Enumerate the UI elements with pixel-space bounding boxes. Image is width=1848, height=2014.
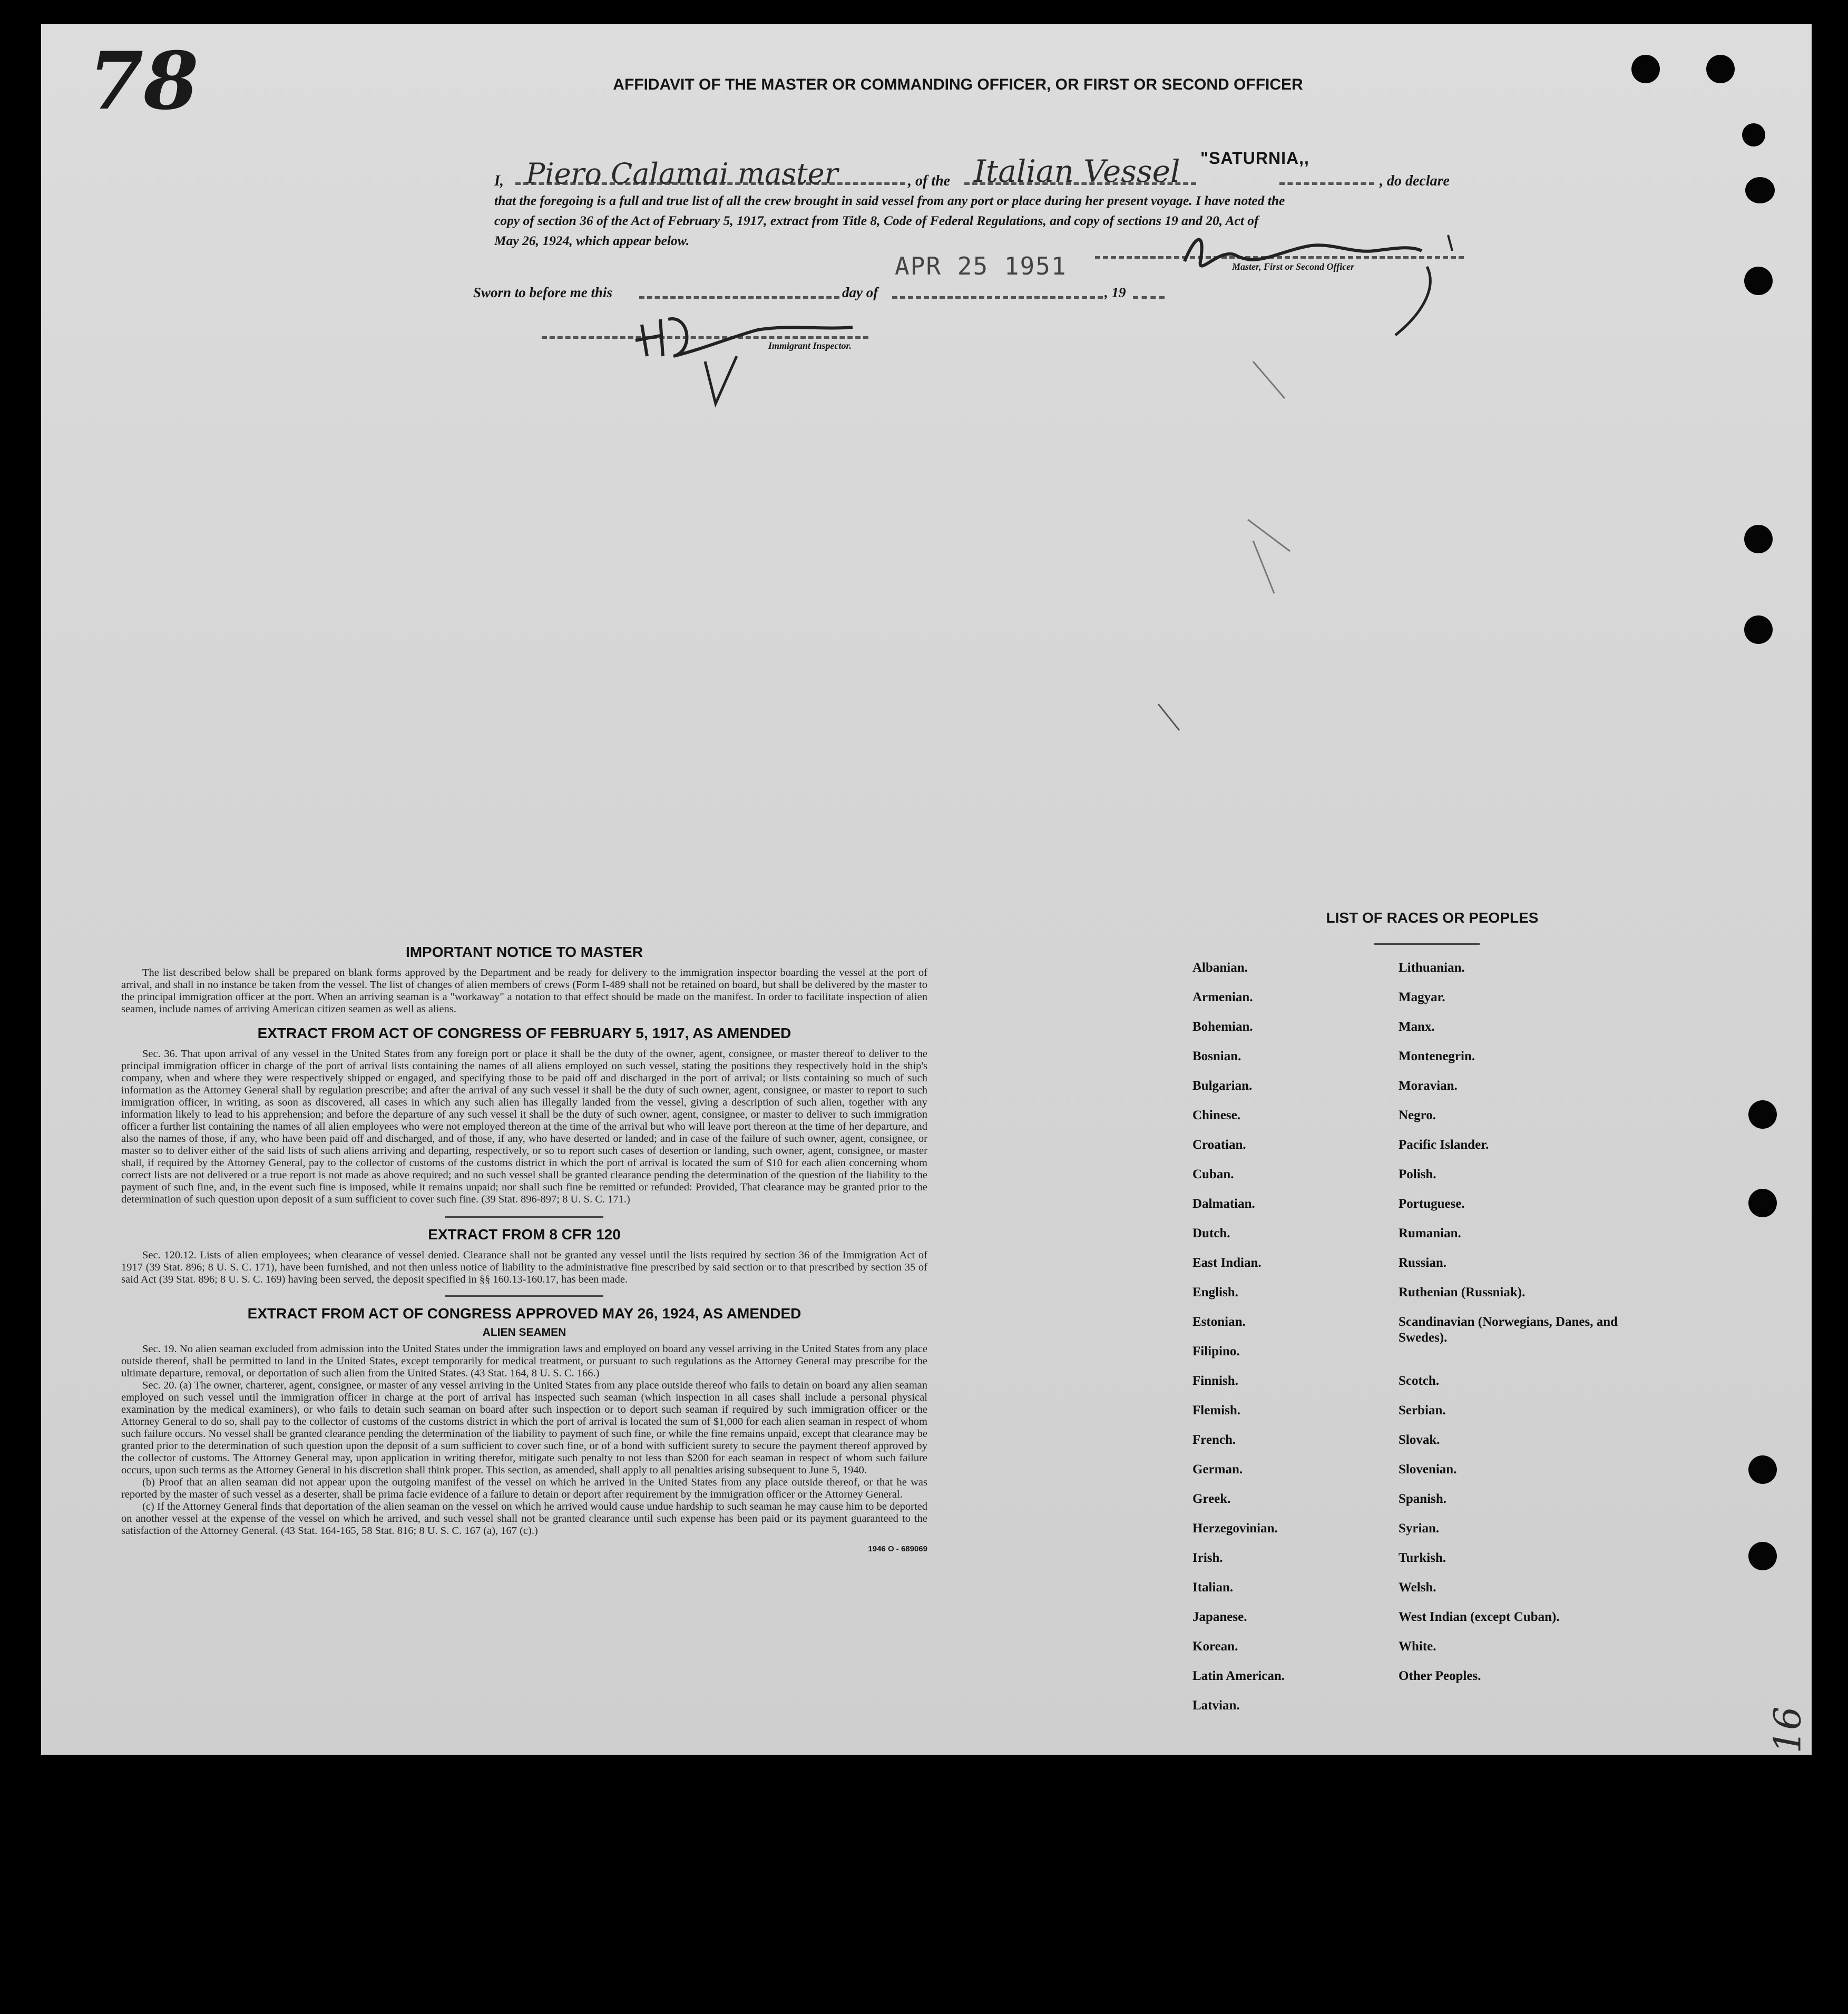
race-item: Bosnian. (1192, 1049, 1241, 1063)
race-item: Greek. (1192, 1492, 1231, 1506)
race-item: Bulgarian. (1192, 1079, 1253, 1093)
punch-hole (1706, 55, 1735, 83)
race-item: Manx. (1399, 1020, 1435, 1034)
sec-19-text: Sec. 19. No alien seaman excluded from admission into the United States under the immigration laws and employed on board any vessel arriving in the United States from any place outside thereof, shall be permitted to land in the United States, except temporarily for medical treatment, or pursuant to such regulations as the Attorney General may prescribe for the ultimate departure, removal, or deportation of such alien from the United States. (43 Stat. 164, 8 U. S. C. 166.) (121, 1343, 927, 1379)
sec-20c-text: (c) If the Attorney General finds that deportation of the alien seaman on the vessel on which he arrived would cause undue hardship to such seaman he may cause him to be deported on another vessel at the expense of the vessel on which he arrived, and such vessel shall not be granted clearance until such expense has been paid or its payment guaranteed to the satisfaction of the Attorney General. (43 Stat. 164-165, 58 Stat. 816; 8 U. S. C. 167 (a), 167 (c).) (121, 1501, 927, 1537)
race-item: Italian. (1192, 1580, 1234, 1595)
race-item: Polish. (1399, 1167, 1436, 1181)
punch-hole (1745, 177, 1775, 203)
vessel-name: "SATURNIA,, (1200, 149, 1309, 168)
race-item: Filipino. (1192, 1344, 1240, 1358)
race-item: Scotch. (1399, 1374, 1440, 1388)
punch-hole (1744, 615, 1773, 644)
race-item: Flemish. (1192, 1403, 1240, 1417)
page-number-handwritten: 78 (89, 35, 199, 128)
sec-20b-text: (b) Proof that an alien seaman did not appear upon the outgoing manifest of the vessel on which he arrived in the United States from any place outside thereof, or that he was reported by the master of such vessel as a deserter, shall be prima facie evidence of a failure to detain or deport after requirement by the immigration officer or the Attorney General. (121, 1477, 927, 1500)
race-item: Slovak. (1399, 1433, 1440, 1447)
affidavit-line-4: May 26, 1924, which appear below. (494, 233, 690, 248)
race-item: German. (1192, 1462, 1243, 1477)
race-item: Spanish. (1399, 1492, 1447, 1506)
races-right-column (1399, 960, 1620, 1698)
race-item: Dalmatian. (1192, 1197, 1255, 1211)
day-of-label: day of (842, 285, 878, 300)
race-item: Welsh. (1399, 1580, 1436, 1595)
print-code: 1946 O - 689069 (868, 1544, 927, 1553)
race-item: Moravian. (1399, 1079, 1458, 1093)
race-item: Slovenian. (1399, 1462, 1457, 1477)
race-item: Latin American. (1192, 1669, 1285, 1683)
race-item: Armenian. (1192, 990, 1253, 1004)
punch-hole (1748, 1100, 1777, 1129)
extract-cfr-text: Sec. 120.12. Lists of alien employees; when clearance of vessel denied. Clearance shall not be granted any vessel until the lists required by section 36 of the Immigration Act of 1917 (39 Stat. 896; 8 U. S. C. 171), have been furnished, and not then unless notice of liability to the administrative fine prescribed by said section or to that prescribed by section 35 of said Act (39 Stat. 896; 8 U. S. C. 169) having been served, the deposit specified in §§ 160.13-160.17, has been made. (121, 1249, 927, 1285)
race-item: Pacific Islander. (1399, 1138, 1489, 1152)
race-item: Rumanian. (1399, 1226, 1461, 1240)
punch-hole (1742, 123, 1765, 146)
races-title: LIST OF RACES OR PEOPLES (1326, 910, 1539, 926)
affidavit-title: AFFIDAVIT OF THE MASTER OR COMMANDING OFFICER, OR FIRST OR SECOND OFFICER (613, 76, 1303, 93)
race-item: Chinese. (1192, 1108, 1240, 1122)
race-item: Bohemian. (1192, 1020, 1253, 1034)
race-item: English. (1192, 1285, 1238, 1299)
vessel-type-handwritten: Italian Vessel (974, 153, 1180, 189)
race-item: Turkish. (1399, 1551, 1446, 1565)
stray-marks (1148, 340, 1306, 815)
race-item: Syrian. (1399, 1521, 1440, 1536)
punch-hole (1744, 267, 1773, 295)
race-item: Scandinavian (Norwegians, Danes, and Swedes). (1399, 1315, 1618, 1345)
races-title-rule (1374, 943, 1480, 945)
notice-text: The list described below shall be prepared on blank forms approved by the Department and be ready for delivery to the immigration inspector boarding the vessel at the port of arrival, and shall in no instance be taken from the vessel. The list of changes of alien members of crews (Form I-489 shall not be retained on board, but shall be delivered by the master to the principal immigration officer at the port. When an arriving seaman is a "workaway" a notation to that effect should be made on the manifest. In order to facilitate inspection of alien seamen, include names of arriving American citizen seamen as well as aliens. (121, 967, 927, 1015)
race-item: Negro. (1399, 1108, 1436, 1122)
race-item: White. (1399, 1639, 1436, 1654)
punch-hole (1748, 1455, 1777, 1484)
of-the-label: , of the (908, 173, 951, 189)
race-item: Croatian. (1192, 1138, 1246, 1152)
race-item: Other Peoples. (1399, 1669, 1481, 1683)
vessel-name-underline (1279, 182, 1374, 185)
race-item: Japanese. (1192, 1610, 1247, 1624)
extract-1917-text: Sec. 36. That upon arrival of any vessel in the United States from any foreign port or place it shall be the duty of the owner, agent, consignee, or master thereof to deliver to the principal immigration officer in charge of the port of arrival lists containing the names of all aliens employed on such vessel, stating the positions they respectively hold in the ship's company, when and where they were respectively shipped or engaged, and specifying those to be paid off and discharged in the port of arrival; or lists containing so much of such information as the Attorney General shall by regulation prescribe; and after the arrival of any such vessel it shall be the duty of such owner, agent, consignee, or master to report to such immigration officer, in writing, as soon as discovered, all cases in which any such alien has illegally landed from the vessel, giving a description of such alien, together with any information likely to lead to his apprehension; and before the departure of any such vessel it shall be the duty of such owner, agent, consignee, or master to deliver to such immigration officer a further list containing the names of all alien employees who were not employed thereon at the time of the arrival but who will leave port thereon at the time of her departure, and also the names of those, if any, who have been paid off and discharged, and of those, if any, who have deserted or landed; and in case of the failure of such owner, agent, consignee, or master so to deliver either of the said lists of such aliens arriving and departing, respectively, or so to report such cases of desertion or landing, such owner, agent, consignee, or master shall, if required by the Attorney General, pay to the collector of customs of the customs district in which the port of arrival is located the sum of $10 for each alien concerning whom correct lists are not delivered or a true report is not made as above required; and no such vessel shall be granted clearance pending the determination of the question of the liability to the payment of such fine, and, in the event such fine is imposed, while it remains unpaid; nor shall such fine be remitted or refunded: Provided, That clearance may be granted prior to the determination of such question upon deposit of a sum sufficient to cover such fine. (39 Stat. 896-897; 8 U. S. C. 171.) (121, 1048, 927, 1205)
race-item: Korean. (1192, 1639, 1238, 1654)
race-item: Latvian. (1192, 1698, 1240, 1713)
document-page (41, 24, 1812, 1755)
race-item: Russian. (1399, 1256, 1447, 1270)
race-item: Estonian. (1192, 1315, 1246, 1329)
sworn-label: Sworn to before me this (473, 285, 613, 300)
race-item: Magyar. (1399, 990, 1445, 1004)
year-prefix-label: , 19 (1104, 285, 1126, 300)
race-item: Montenegrin. (1399, 1049, 1475, 1063)
punch-hole (1631, 55, 1660, 83)
races-left-column (1192, 960, 1285, 1727)
race-item: Irish. (1192, 1551, 1223, 1565)
race-item: Dutch. (1192, 1226, 1230, 1240)
punch-hole (1748, 1542, 1777, 1570)
master-signature-caption: Master, First or Second Officer (1232, 261, 1355, 272)
race-item: Lithuanian. (1399, 961, 1465, 975)
race-item: Albanian. (1192, 961, 1248, 975)
race-item: Portuguese. (1399, 1197, 1465, 1211)
affidavit-line-2: that the foregoing is a full and true list of all the crew brought in said vessel from any port or place during her present voyage. I have noted the (494, 193, 1285, 208)
divider (445, 1295, 603, 1297)
race-item: Serbian. (1399, 1403, 1446, 1417)
extract-cfr-title: EXTRACT FROM 8 CFR 120 (428, 1226, 621, 1243)
legal-text-column (121, 944, 927, 1553)
divider (445, 1216, 603, 1218)
race-item: Ruthenian (Russniak). (1399, 1285, 1526, 1299)
punch-hole (1744, 525, 1773, 553)
race-item: Finnish. (1192, 1374, 1238, 1388)
sworn-month-field (892, 296, 1103, 299)
race-item: West Indian (except Cuban). (1399, 1610, 1560, 1624)
notice-title: IMPORTANT NOTICE TO MASTER (405, 944, 643, 960)
inspector-caption: Immigrant Inspector. (768, 340, 852, 351)
affidavit-line-3: copy of section 36 of the Act of February 5, 1917, extract from Title 8, Code of Federal Regulations, and copy of sections 19 and 20, Act of (494, 213, 1259, 228)
inspector-signature (631, 298, 874, 409)
affidavit-pronoun: I, (494, 173, 504, 189)
date-stamp: APR 25 1951 (895, 252, 1067, 280)
extract-1917-title: EXTRACT FROM ACT OF CONGRESS OF FEBRUARY 5, 1917, AS AMENDED (257, 1025, 791, 1041)
sec-20a-text: Sec. 20. (a) The owner, charterer, agent, consignee, or master of any vessel arriving in the United States from any place outside thereof who fails to detain on board any alien seaman employed on such vessel until the immigration officer in charge at the port of arrival has inspected such seaman (which inspection in all cases shall include a personal physical examination by the medical examiners), or who fails to detain such seaman on board after such inspection or to deport such seaman if required by such immigration officer or the Attorney General to do so, shall pay to the collector of customs of the customs district in which the port of arrival is located the sum of $1,000 for each alien seaman in respect of whom such failure occurs. No vessel shall be granted clearance pending the determination of the liability to payment of such fine, or while the fine remains unpaid, except that clearance may be granted prior to the determination of such question upon the deposit of a sum sufficient to cover such fine, or of a bond with sufficient surety to secure the payment thereof approved by the collector of customs. The Attorney General may, upon application in writing therefor, mitigate such penalty to not less than $200 for each seaman in respect of whom such failure occurs, upon such terms as the Attorney General in his discretion shall think proper. This section, as amended, shall apply to all penalties arising subsequent to June 5, 1940. (121, 1380, 927, 1476)
do-declare-label: , do declare (1380, 173, 1450, 189)
master-signature (1174, 214, 1469, 340)
race-item: Cuban. (1192, 1167, 1234, 1181)
race-item: East Indian. (1192, 1256, 1262, 1270)
corner-handwritten-mark: 16 (1766, 1706, 1810, 1754)
master-name-handwritten: Piero Calamai master (526, 157, 838, 190)
race-item: Herzegovinian. (1192, 1521, 1278, 1536)
punch-hole (1748, 1189, 1777, 1217)
extract-1924-title: EXTRACT FROM ACT OF CONGRESS APPROVED MAY 26, 1924, AS AMENDED (247, 1305, 801, 1322)
extract-1924-subtitle: ALIEN SEAMEN (482, 1326, 566, 1338)
race-item: French. (1192, 1433, 1236, 1447)
sworn-year-field (1133, 296, 1165, 299)
